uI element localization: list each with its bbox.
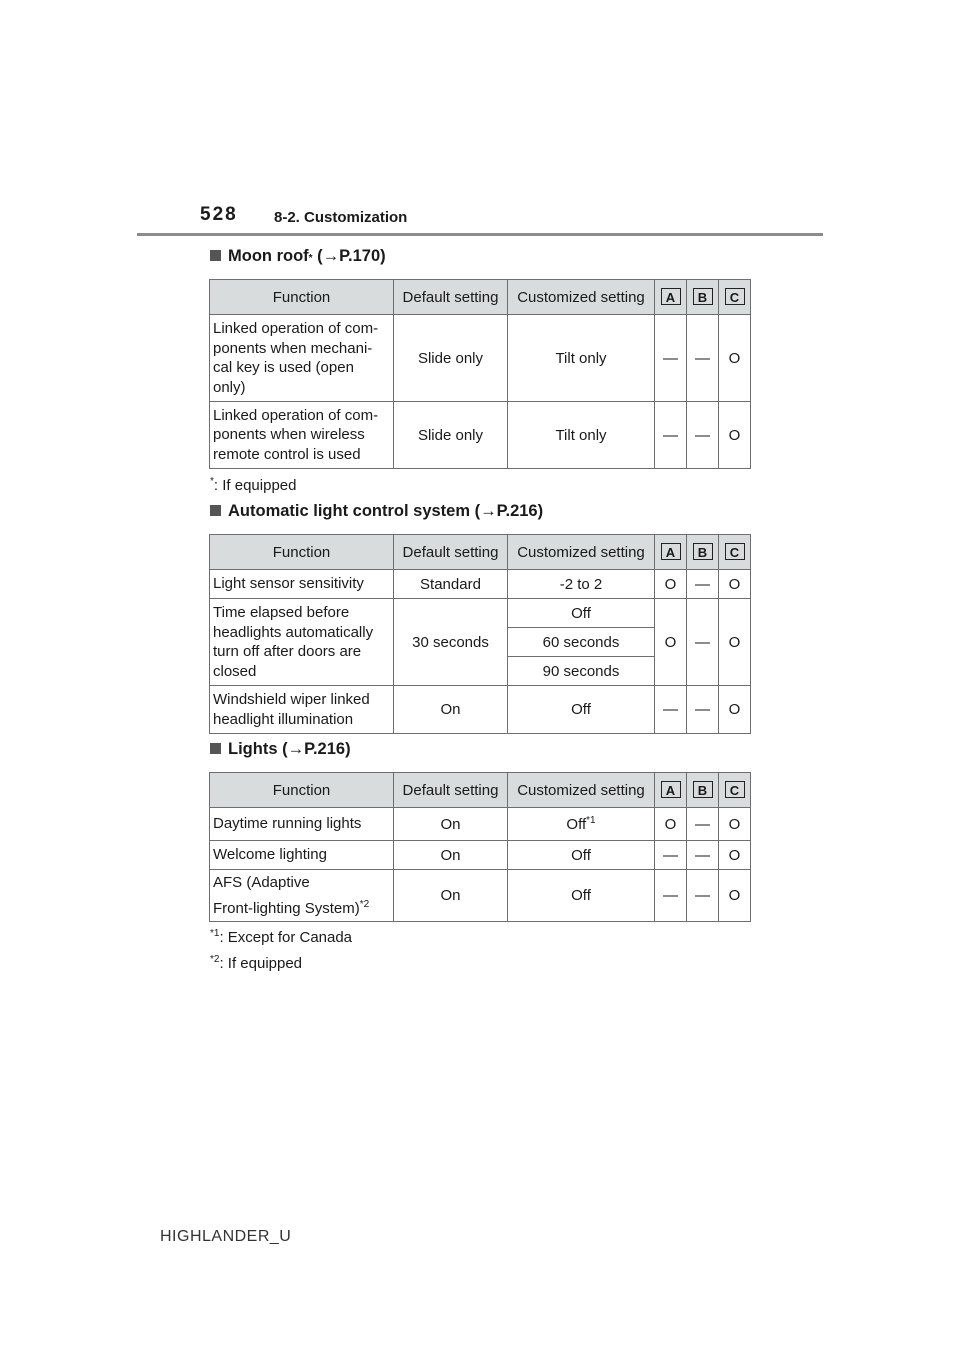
default-cell: On (394, 686, 508, 734)
footnote (210, 476, 296, 494)
c-cell: O (719, 841, 751, 870)
custom-cell: 90 seconds (508, 657, 655, 686)
square-bullet-icon (210, 505, 221, 516)
table-row (210, 315, 751, 402)
col-default: Default setting (394, 773, 508, 808)
footnote (210, 954, 302, 972)
col-a (655, 535, 687, 570)
footnote-text: : Except for Canada (219, 929, 353, 946)
a-cell: O (655, 808, 687, 841)
col-b (687, 280, 719, 315)
a-cell: O (655, 570, 687, 599)
default-cell: Standard (394, 570, 508, 599)
b-cell: — (687, 402, 719, 469)
col-c (719, 773, 751, 808)
box-b-icon: B (693, 543, 713, 560)
table-row (210, 599, 751, 628)
page-number: 528 (200, 204, 238, 225)
default-cell: On (394, 841, 508, 870)
b-cell: — (687, 315, 719, 402)
custom-cell: Off (508, 686, 655, 734)
b-cell: — (687, 599, 719, 686)
custom-cell: Off (508, 599, 655, 628)
default-cell: Slide only (394, 315, 508, 402)
c-cell: O (719, 870, 751, 922)
custom-value: Off (566, 816, 587, 833)
custom-cell: Off (508, 841, 655, 870)
a-cell: — (655, 315, 687, 402)
custom-cell: Tilt only (508, 402, 655, 469)
c-cell: O (719, 402, 751, 469)
b-cell: — (687, 686, 719, 734)
col-a (655, 773, 687, 808)
section-title-auto-light (210, 502, 543, 521)
table-row (210, 808, 751, 841)
header-rule (137, 233, 823, 236)
section-title-text: Lights (228, 740, 278, 758)
box-c-icon: C (725, 288, 745, 305)
col-function: Function (210, 280, 394, 315)
col-default: Default setting (394, 280, 508, 315)
a-cell: — (655, 870, 687, 922)
function-cell: Daytime running lights (210, 808, 394, 841)
c-cell: O (719, 686, 751, 734)
col-c (719, 280, 751, 315)
table-row (210, 686, 751, 734)
box-a-icon: A (661, 288, 681, 305)
footnote (210, 928, 352, 946)
col-a (655, 280, 687, 315)
function-line: AFS (Adaptive (213, 873, 310, 891)
function-cell: Welcome lighting (210, 841, 394, 870)
col-customized: Customized setting (508, 773, 655, 808)
col-function: Function (210, 773, 394, 808)
box-a-icon: A (661, 543, 681, 560)
section-title-moon-roof (210, 247, 386, 266)
a-cell: — (655, 686, 687, 734)
function-line: Front-lighting System) (213, 899, 360, 917)
table-header-row (210, 535, 751, 570)
footnote-mark: *1 (210, 928, 220, 939)
col-b (687, 535, 719, 570)
b-cell: — (687, 570, 719, 599)
moon-roof-table (209, 279, 751, 469)
c-cell: O (719, 808, 751, 841)
col-function: Function (210, 535, 394, 570)
function-cell: Windshield wiper linked headlight illumination (210, 686, 394, 734)
section-title-sup: * (308, 253, 313, 264)
default-cell: On (394, 808, 508, 841)
footnote-mark: * (210, 476, 214, 487)
page-ref-link[interactable]: (→P.216) (474, 502, 544, 520)
a-cell: — (655, 402, 687, 469)
function-cell: Linked operation of com- ponents when wireless remote control is used (210, 402, 394, 469)
col-customized: Customized setting (508, 535, 655, 570)
footnote-mark: *2 (210, 954, 220, 965)
col-c (719, 535, 751, 570)
page-ref-link[interactable]: (→P.216) (282, 740, 351, 758)
a-cell: O (655, 599, 687, 686)
footer-model: HIGHLANDER_U (160, 1228, 292, 1245)
section-title-lights (210, 740, 351, 759)
auto-light-table (209, 534, 751, 734)
b-cell: — (687, 841, 719, 870)
table-row (210, 570, 751, 599)
function-cell (210, 870, 394, 922)
custom-cell (508, 808, 655, 841)
box-a-icon: A (661, 781, 681, 798)
function-cell: Linked operation of com- ponents when mechani- cal key is used (open only) (210, 315, 394, 402)
box-c-icon: C (725, 781, 745, 798)
chapter-title: 8-2. Customization (274, 209, 408, 226)
custom-cell: Off (508, 870, 655, 922)
b-cell: — (687, 808, 719, 841)
footnote-text: : If equipped (219, 955, 303, 972)
custom-cell: Tilt only (508, 315, 655, 402)
square-bullet-icon (210, 743, 221, 754)
section-title-text: Automatic light control system (228, 502, 471, 520)
col-default: Default setting (394, 535, 508, 570)
page-ref-link[interactable]: (→P.170) (317, 247, 386, 265)
custom-sup: *1 (586, 815, 596, 826)
col-b (687, 773, 719, 808)
c-cell: O (719, 315, 751, 402)
box-b-icon: B (693, 781, 713, 798)
c-cell: O (719, 599, 751, 686)
table-header-row (210, 280, 751, 315)
box-b-icon: B (693, 288, 713, 305)
section-title-text: Moon roof (228, 247, 309, 265)
function-cell: Light sensor sensitivity (210, 570, 394, 599)
square-bullet-icon (210, 250, 221, 261)
lights-table (209, 772, 751, 922)
box-c-icon: C (725, 543, 745, 560)
table-row (210, 402, 751, 469)
function-cell: Time elapsed before headlights automatically turn off after doors are closed (210, 599, 394, 686)
b-cell: — (687, 870, 719, 922)
table-row (210, 870, 751, 922)
default-cell: On (394, 870, 508, 922)
table-header-row (210, 773, 751, 808)
function-sup: *2 (359, 898, 370, 910)
table-row (210, 841, 751, 870)
col-customized: Customized setting (508, 280, 655, 315)
custom-cell: 60 seconds (508, 628, 655, 657)
c-cell: O (719, 570, 751, 599)
default-cell: 30 seconds (394, 599, 508, 686)
default-cell: Slide only (394, 402, 508, 469)
a-cell: — (655, 841, 687, 870)
footnote-text: : If equipped (213, 477, 297, 494)
custom-cell: -2 to 2 (508, 570, 655, 599)
